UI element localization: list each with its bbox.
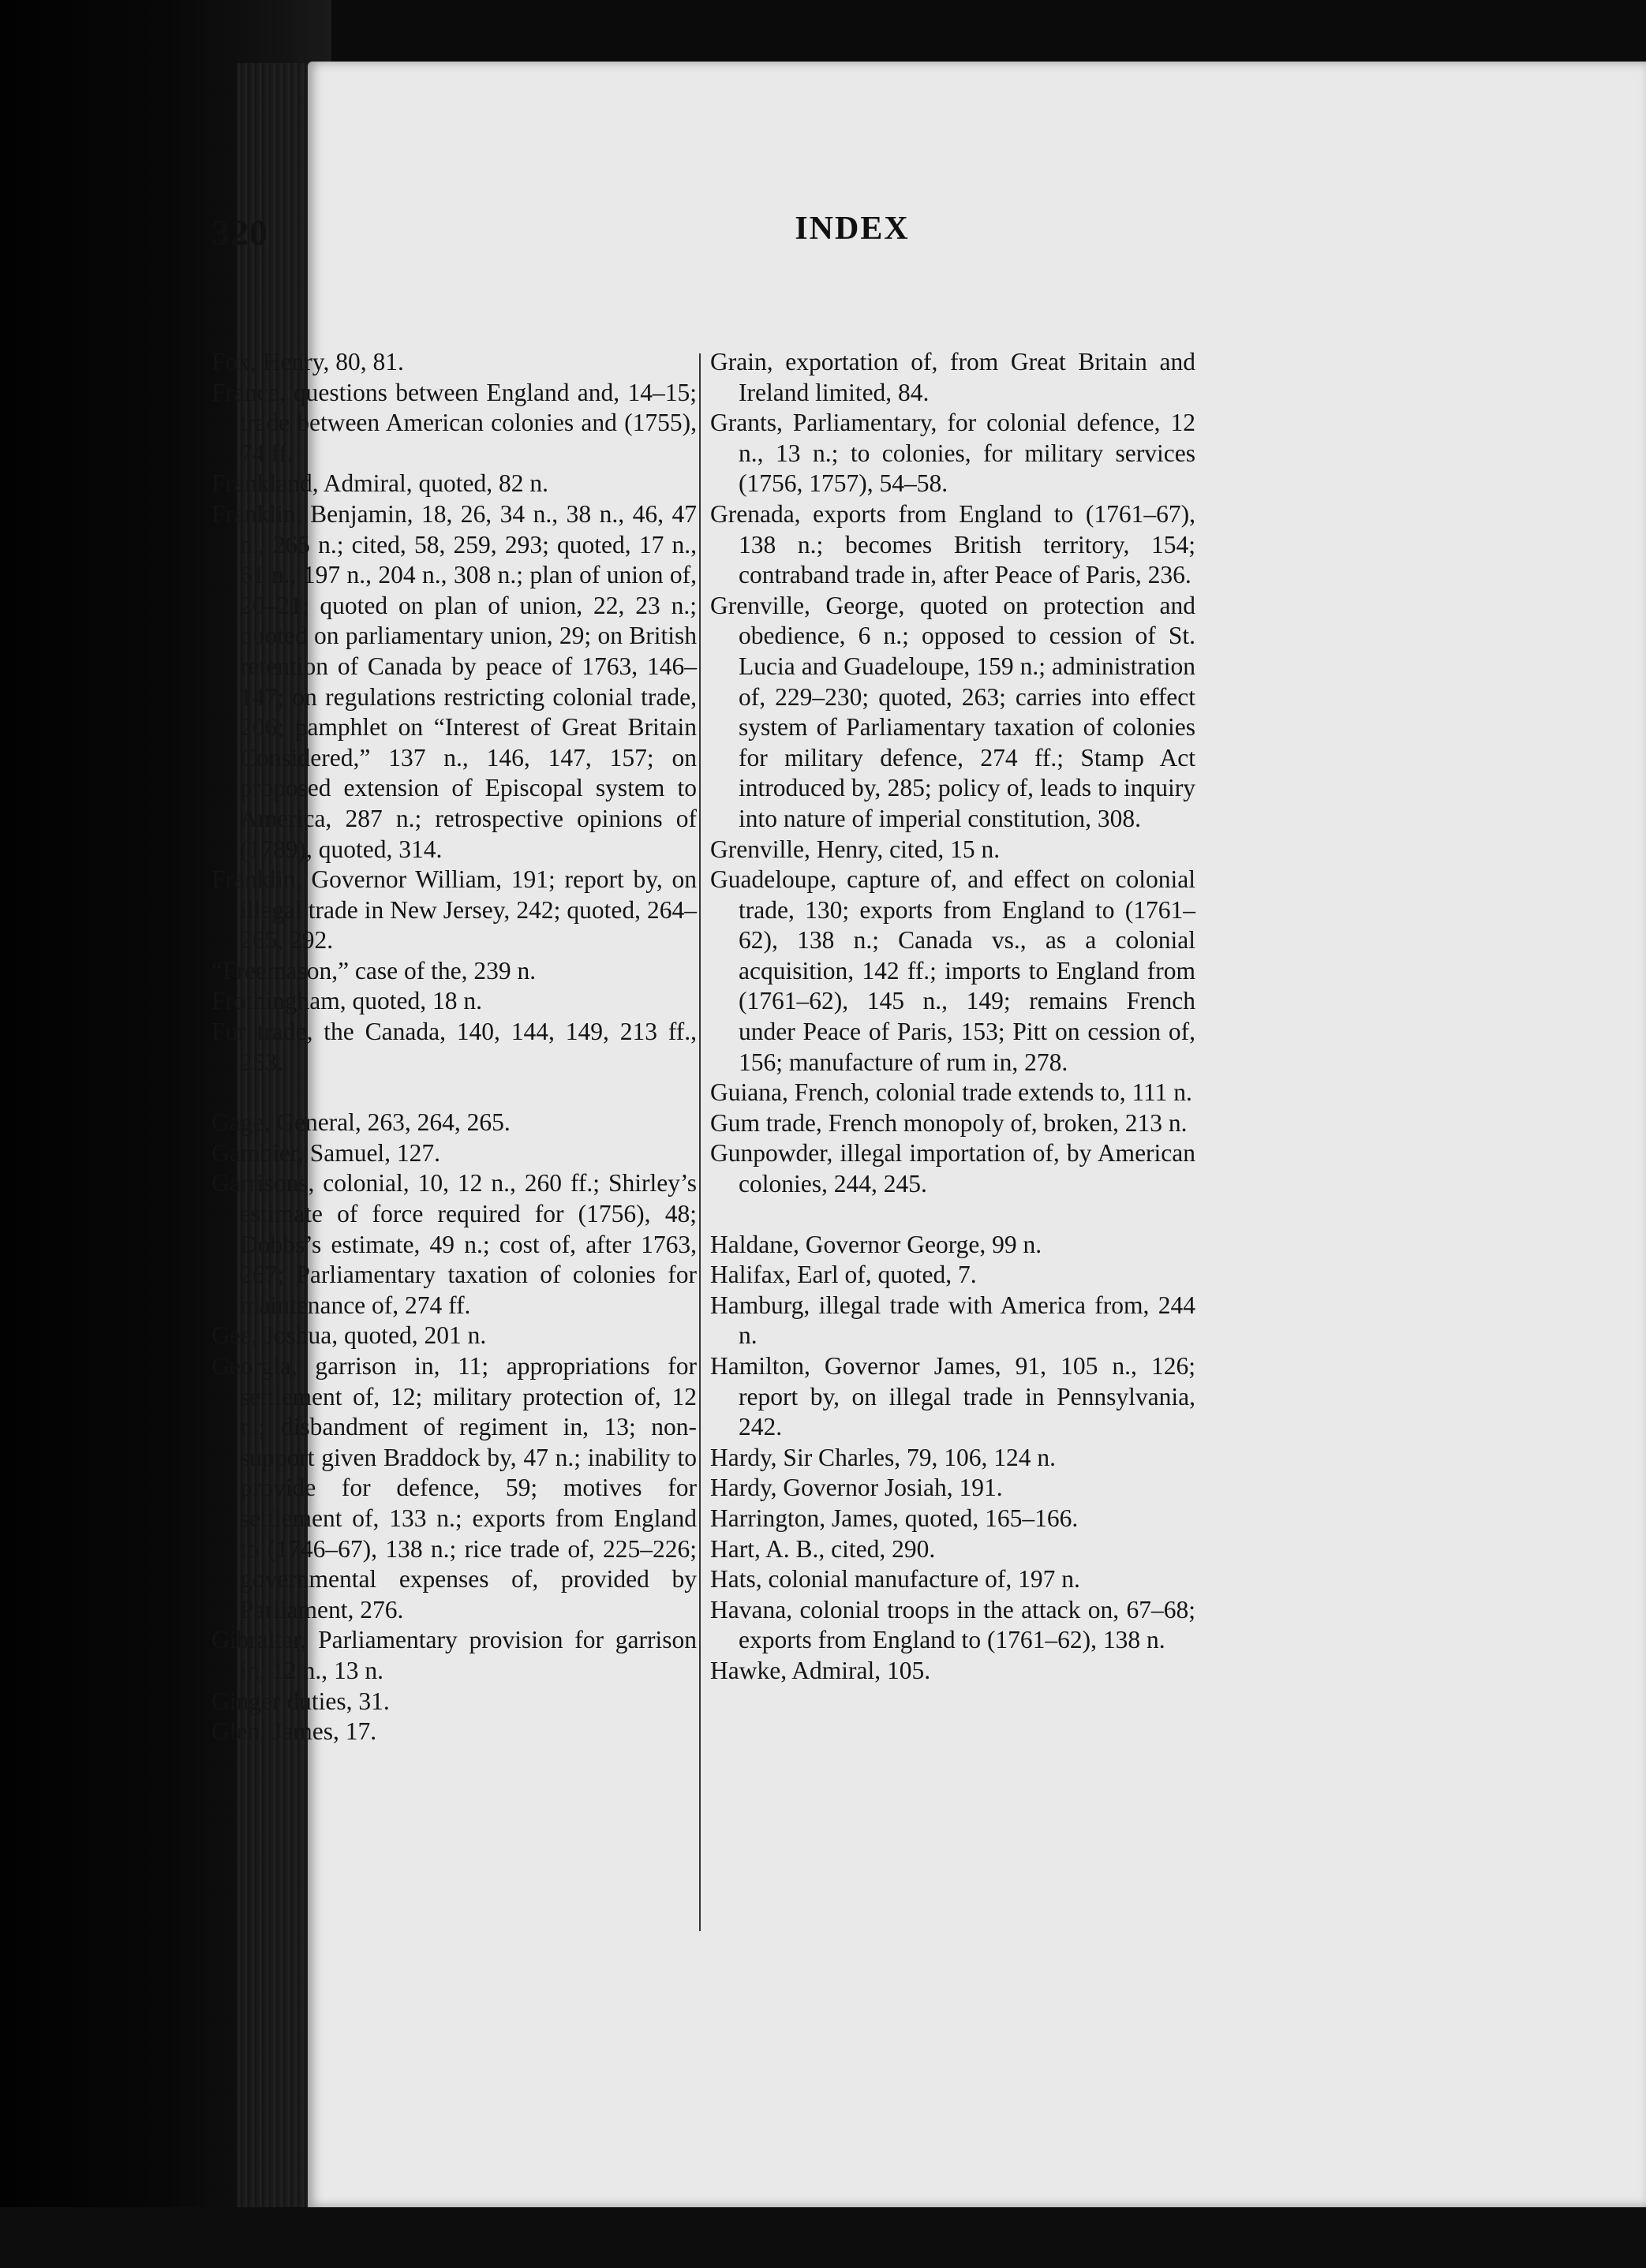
index-entry: Harrington, James, quoted, 165–166. bbox=[710, 1504, 1079, 1532]
index-entry: Hats, colonial manufacture of, 197 n. bbox=[710, 1565, 1080, 1594]
index-entry: Franklin, Governor William, 191; report by, on illegal trade in New Jersey, 242; quoted, 264–265, 292. bbox=[211, 865, 697, 955]
index-entry: Gage, General, 263, 264, 265. bbox=[211, 1108, 511, 1137]
index-entry: Hardy, Governor Josiah, 191. bbox=[710, 1474, 1003, 1502]
index-column-right bbox=[710, 347, 1195, 1687]
index-column-left bbox=[211, 347, 697, 1747]
running-head: INDEX bbox=[795, 211, 910, 247]
index-entry: Guiana, French, colonial trade extends to, 111 n. bbox=[710, 1078, 1192, 1107]
index-entry: Gambier, Samuel, 127. bbox=[211, 1138, 441, 1167]
index-entry: Hawke, Admiral, 105. bbox=[710, 1656, 931, 1684]
index-entry: Ginger duties, 31. bbox=[211, 1687, 390, 1715]
index-entry: Hart, A. B., cited, 290. bbox=[710, 1534, 936, 1563]
index-entry: Havana, colonial troops in the attack on, 67–68; exports from England to (1761–62), 138 n. bbox=[710, 1595, 1195, 1654]
index-entry: Grain, exportation of, from Great Britain and Ireland limited, 84. bbox=[710, 348, 1195, 406]
index-entry: Haldane, Governor George, 99 n. bbox=[710, 1230, 1042, 1258]
index-entry: “Freemason,” case of the, 239 n. bbox=[211, 956, 537, 985]
index-entry: Garrisons, colonial, 10, 12 n., 260 ff.; Shirley’s estimate of force required for (1756), 48; Dobbs’s estimate, 49 n.; cost of, after 1763, 267; Parliamentary taxation of colonies for maintenance of, 274 ff. bbox=[211, 1169, 697, 1319]
index-entry: Guadeloupe, capture of, and effect on colonial trade, 130; exports from England to (1761–62), 138 n.; Canada vs., as a colonial acquisition, 142 ff.; imports to England from (1761–62), 145 n., 149; remains French under Peace of Paris, 153; Pitt on cession of, 156; manufacture of rum in, 278. bbox=[710, 865, 1195, 1076]
index-entry: Fox, Henry, 80, 81. bbox=[211, 348, 404, 376]
page-number: 320 bbox=[211, 212, 268, 252]
index-entry: Grants, Parliamentary, for colonial defence, 12 n., 13 n.; to colonies, for military services (1756, 1757), 54–58. bbox=[710, 409, 1195, 498]
index-entry: Hardy, Sir Charles, 79, 106, 124 n. bbox=[710, 1443, 1057, 1471]
index-entry: Hamburg, illegal trade with America from, 244 n. bbox=[710, 1291, 1195, 1350]
index-entry: Grenville, Henry, cited, 15 n. bbox=[710, 835, 1001, 863]
background-bottom bbox=[0, 2207, 1646, 2268]
index-entry: Gum trade, French monopoly of, broken, 213 n. bbox=[710, 1108, 1188, 1137]
index-entry: Fur trade, the Canada, 140, 144, 149, 213 ff., 253. bbox=[211, 1018, 697, 1076]
index-entry: Gunpowder, illegal importation of, by American colonies, 244, 245. bbox=[710, 1139, 1195, 1198]
index-entry: Georgia, garrison in, 11; appropriations for settlement of, 12; military protection of, 12 n.; disbandment of regiment in, 13; non-support given Braddock by, 47 n.; inability to provide for defence, 59; motives for settlement of, 133 n.; exports from England to (1746–67), 138 n.; rice trade of, 225–226; governmental expenses of, provided by Parliament, 276. bbox=[211, 1352, 697, 1623]
index-entry: Halifax, Earl of, quoted, 7. bbox=[710, 1261, 977, 1289]
column-divider bbox=[699, 353, 701, 1931]
index-entry: Frothingham, quoted, 18 n. bbox=[211, 987, 482, 1015]
index-entry: Gee, Joshua, quoted, 201 n. bbox=[211, 1321, 487, 1350]
index-entry: Grenville, George, quoted on protection and obedience, 6 n.; opposed to cession of St. Lucia and Guadeloupe, 159 n.; administration of, 229–230; quoted, 263; carries into effect system of Parliamentary taxation of colonies for military defence, 274 ff.; Stamp Act introduced by, 285; policy of, leads to inquiry into nature of imperial constitution, 308. bbox=[710, 591, 1195, 832]
index-entry: Frankland, Admiral, quoted, 82 n. bbox=[211, 469, 548, 498]
index-entry: Franklin, Benjamin, 18, 26, 34 n., 38 n., 46, 47 n., 265 n.; cited, 58, 259, 293; quoted, 17 n., 61 n., 197 n., 204 n., 308 n.; plan of union of, 20–21; quoted on plan of union, 22, 23 n.; quoted on parliamentary union, 29; on British retention of Canada by peace of 1763, 146–147; on regulations restricting colonial trade, 206; pamphlet on “Interest of Great Britain Considered,” 137 n., 146, 147, 157; on proposed extension of Episcopal system to America, 287 n.; retrospective opinions of (1789), quoted, 314. bbox=[211, 499, 697, 863]
index-entry: Glen, James, 17. bbox=[211, 1717, 377, 1746]
index-entry: Grenada, exports from England to (1761–67), 138 n.; becomes British territory, 154; contraband trade in, after Peace of Paris, 236. bbox=[710, 499, 1195, 589]
index-entry: France, questions between England and, 14–15; trade between American colonies and (1755), 74 ff. bbox=[211, 378, 697, 467]
index-entry: Gibraltar, Parliamentary provision for garrison in, 12 n., 13 n. bbox=[211, 1626, 697, 1684]
index-entry: Hamilton, Governor James, 91, 105 n., 126; report by, on illegal trade in Pennsylvania, 242. bbox=[710, 1352, 1195, 1441]
